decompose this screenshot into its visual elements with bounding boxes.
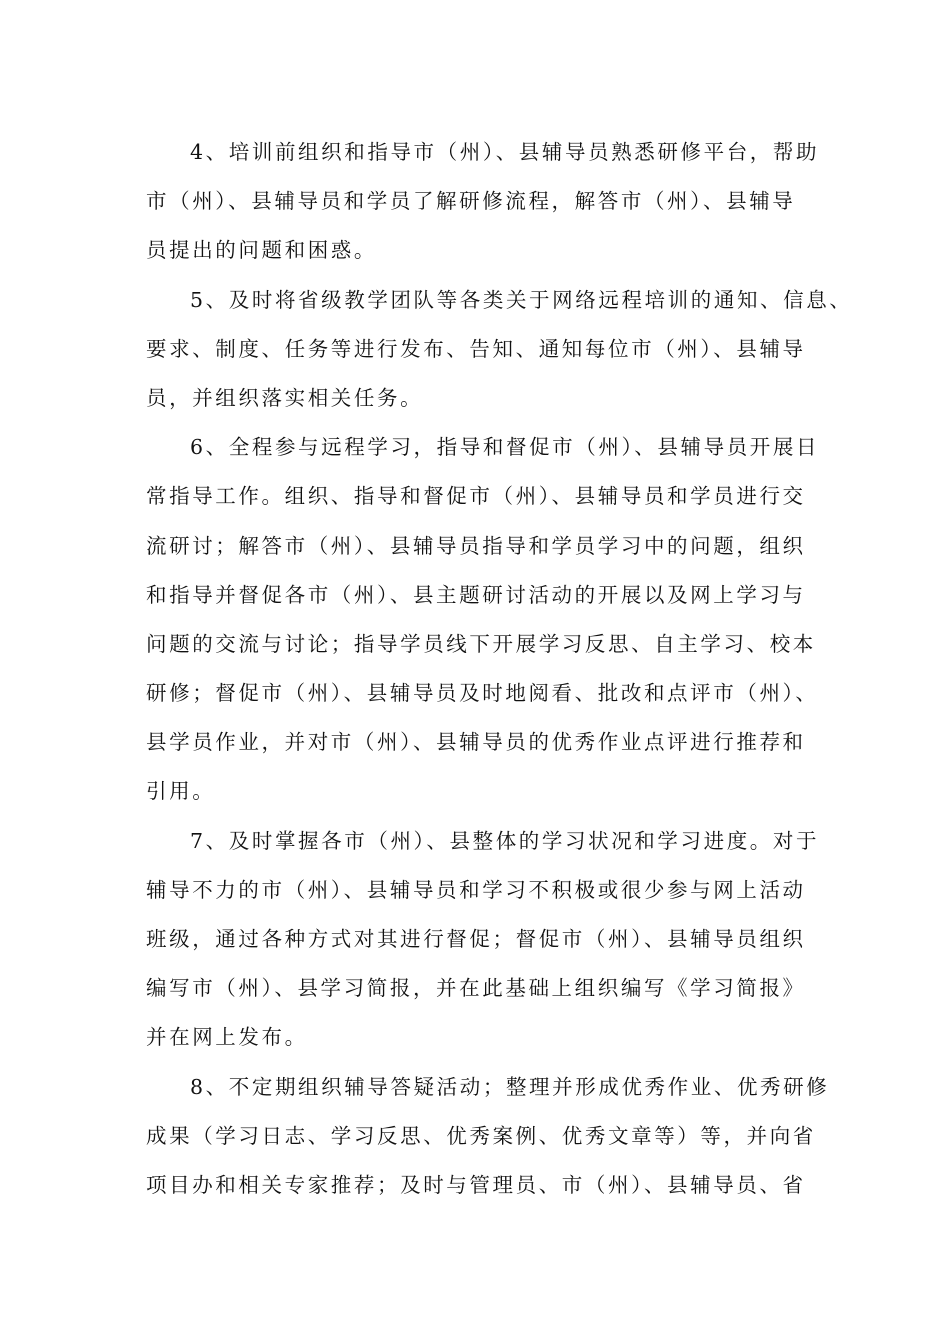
paragraph-line: 6、全程参与远程学习，指导和督促市（州）、县辅导员开展日 xyxy=(190,435,820,460)
paragraph-line: 成果（学习日志、学习反思、优秀案例、优秀文章等）等，并向省 xyxy=(146,1123,816,1148)
paragraph-line: 市（州）、县辅导员和学员了解研修流程，解答市（州）、县辅导 xyxy=(146,189,796,214)
document-body xyxy=(146,128,853,1210)
paragraph-6 xyxy=(146,423,818,817)
paragraph-line: 编写市（州）、县学习简报，并在此基础上组织编写《学习简报》 xyxy=(146,976,806,1001)
paragraph-line: 并在网上发布。 xyxy=(146,1025,308,1050)
paragraph-line: 和指导并督促各市（州）、县主题研讨活动的开展以及网上学习与 xyxy=(146,582,806,607)
paragraph-line: 4、培训前组织和指导市（州）、县辅导员熟悉研修平台，帮助 xyxy=(190,140,820,164)
paragraph-line: 8、不定期组织辅导答疑活动；整理并形成优秀作业、优秀研修 xyxy=(190,1074,830,1099)
paragraph-line: 问题的交流与讨论；指导学员线下开展学习反思、自主学习、校本 xyxy=(146,631,816,656)
paragraph-line: 要求、制度、任务等进行发布、告知、通知每位市（州）、县辅导 xyxy=(146,336,806,361)
paragraph-line: 班级，通过各种方式对其进行督促；督促市（州）、县辅导员组织 xyxy=(146,927,806,951)
paragraph-line: 5、及时将省级教学团队等各类关于网络远程培训的通知、信息、 xyxy=(190,287,853,312)
paragraph-line: 员提出的问题和困惑。 xyxy=(146,238,377,263)
paragraph-line: 员，并组织落实相关任务。 xyxy=(146,385,424,410)
paragraph-line: 流研讨；解答市（州）、县辅导员指导和学员学习中的问题，组织 xyxy=(146,533,806,558)
paragraph-line: 常指导工作。组织、指导和督促市（州）、县辅导员和学员进行交 xyxy=(146,484,806,509)
paragraph-line: 7、及时掌握各市（州）、县整体的学习状况和学习进度。对于 xyxy=(190,828,820,853)
paragraph-line: 项目办和相关专家推荐；及时与管理员、市（州）、县辅导员、省 xyxy=(146,1172,806,1197)
paragraph-line: 研修；督促市（州）、县辅导员及时地阅看、批改和点评市（州）、 xyxy=(146,681,819,706)
paragraph-line: 辅导不力的市（州）、县辅导员和学习不积极或很少参与网上活动 xyxy=(146,877,806,902)
paragraph-4 xyxy=(146,128,818,276)
paragraph-7 xyxy=(146,817,818,1063)
paragraph-5 xyxy=(146,276,853,424)
paragraph-line: 引用。 xyxy=(146,779,216,804)
paragraph-line: 县学员作业，并对市（州）、县辅导员的优秀作业点评进行推荐和 xyxy=(146,730,806,755)
paragraph-8 xyxy=(146,1063,830,1211)
